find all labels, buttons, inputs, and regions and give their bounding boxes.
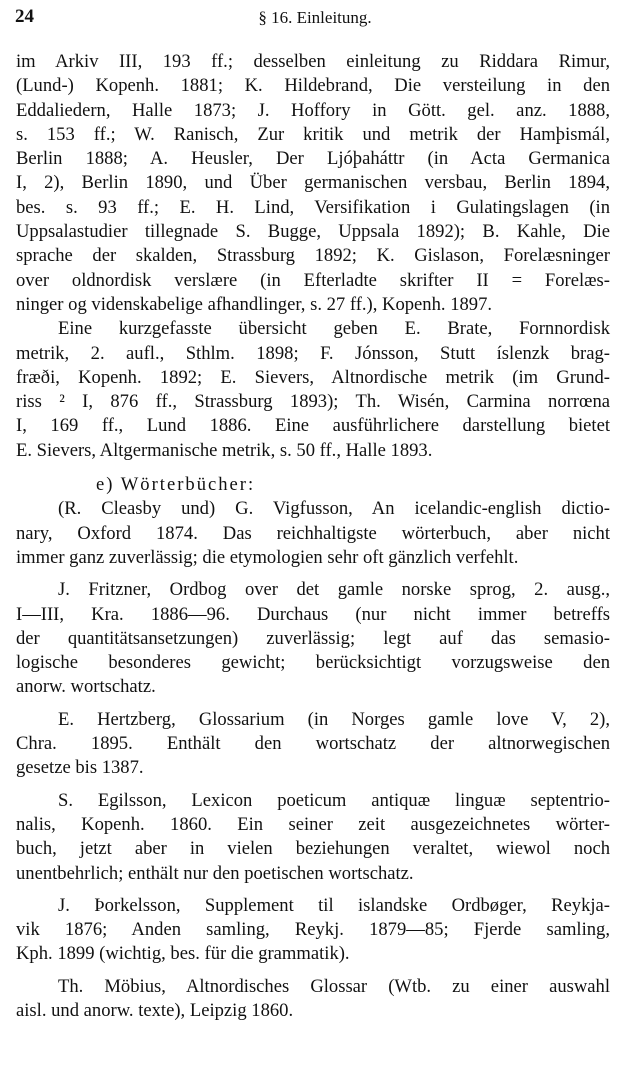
text-line: (Lund-) Kopenh. 1881; K. Hildebrand, Die versteilung in den	[16, 75, 610, 97]
text-line: nalis, Kopenh. 1860. Ein seiner zeit ausgezeichnetes wörter-	[16, 813, 610, 835]
text-line: Kph. 1899 (wichtig, bes. für die grammatik).	[16, 943, 350, 965]
text-line: Uppsalastudier tillegnade S. Bugge, Uppsala 1892); B. Kahle, Die	[16, 221, 610, 243]
text-line: nary, Oxford 1874. Das reichhaltigste wörterbuch, aber nicht	[16, 522, 610, 544]
text-line: anorw. wortschatz.	[16, 676, 156, 698]
body-text	[16, 50, 610, 1023]
text-line: metrik, 2. aufl., Sthlm. 1898; F. Jónsson, Stutt íslenzk brag-	[16, 342, 610, 364]
paragraph	[16, 789, 610, 886]
text-line: I—III, Kra. 1886—96. Durchaus (nur nicht immer betreffs	[16, 603, 610, 625]
paragraph	[16, 317, 610, 463]
paragraph	[16, 894, 610, 967]
text-line: (R. Cleasby und) G. Vigfusson, An icelandic-english dictio-	[58, 498, 610, 520]
text-line: Berlin 1888; A. Heusler, Der Ljóþaháttr (in Acta Germanica	[16, 148, 610, 170]
text-line: unentbehrlich; enthält nur den poetischen wortschatz.	[16, 862, 414, 884]
text-line: Eine kurzgefasste übersicht geben E. Brate, Fornnordisk	[58, 318, 610, 340]
text-line: immer ganz zuverlässig; die etymologien sehr oft gänzlich verfehlt.	[16, 546, 519, 568]
text-line: Th. Möbius, Altnordisches Glossar (Wtb. zu einer auswahl	[58, 975, 610, 997]
text-line: J. Fritzner, Ordbog over det gamle norske sprog, 2. ausg.,	[58, 579, 610, 601]
paragraph	[16, 50, 610, 317]
page-number: 24	[15, 6, 34, 27]
text-line: J. Þorkelsson, Supplement til islandske Ordbøger, Reykja-	[58, 894, 610, 916]
text-line: sprache der skalden, Strassburg 1892; K. Gislason, Forelæsninger	[16, 245, 610, 267]
text-line: logische besonderes gewicht; berücksichtigt vorzugsweise den	[16, 652, 610, 674]
intro-bibliography	[16, 50, 610, 463]
text-line: E. Sievers, Altgermanische metrik, s. 50 ff., Halle 1893.	[16, 439, 433, 461]
text-line: I, 2), Berlin 1890, und Über germanischen versbau, Berlin 1894,	[16, 172, 610, 194]
running-head: § 16. Einleitung.	[258, 8, 372, 27]
text-line: bes. s. 93 ff.; E. H. Lind, Versifikation i Gulatingslagen (in	[16, 196, 610, 218]
text-line: s. 153 ff.; W. Ranisch, Zur kritik und metrik der Hamþismál,	[16, 123, 610, 145]
text-line: E. Hertzberg, Glossarium (in Norges gamle love V, 2),	[58, 708, 610, 730]
paragraph	[16, 975, 610, 1024]
text-line: vik 1876; Anden samling, Reykj. 1879—85; Fjerde samling,	[16, 919, 610, 941]
section-heading: e) Wörterbücher:	[96, 474, 256, 496]
paragraph	[16, 497, 610, 570]
text-line: over oldnordisk verslære (in Efterladte skrifter II = Forelæs-	[16, 269, 610, 291]
text-line: buch, jetzt aber in vielen beziehungen veraltet, wiewol noch	[16, 838, 610, 860]
paragraph	[16, 578, 610, 699]
text-line: fræði, Kopenh. 1892; E. Sievers, Altnordische metrik (im Grund-	[16, 366, 610, 388]
text-line: der quantitätsansetzungen) zuverlässig; legt auf das semasio-	[16, 627, 610, 649]
text-line: I, 169 ff., Lund 1886. Eine ausführlichere darstellung bietet	[16, 415, 610, 437]
text-line: Eddaliedern, Halle 1873; J. Hoffory in Gött. gel. anz. 1888,	[16, 99, 610, 121]
dictionary-list	[16, 497, 610, 1023]
text-line: im Arkiv III, 193 ff.; desselben einleitung zu Riddara Rimur,	[16, 51, 610, 72]
text-line: aisl. und anorw. texte), Leipzig 1860.	[16, 999, 294, 1021]
text-line: riss ² I, 876 ff., Strassburg 1893); Th. Wisén, Carmina norrœna	[16, 391, 610, 413]
text-line: gesetze bis 1387.	[16, 757, 144, 779]
text-line: S. Egilsson, Lexicon poeticum antiquæ linguæ septentrio-	[58, 789, 610, 811]
text-line: ninger og videnskabelige afhandlinger, s. 27 ff.), Kopenh. 1897.	[16, 293, 493, 315]
paragraph	[16, 708, 610, 781]
text-line: Chra. 1895. Enthält den wortschatz der altnorwegischen	[16, 733, 610, 755]
